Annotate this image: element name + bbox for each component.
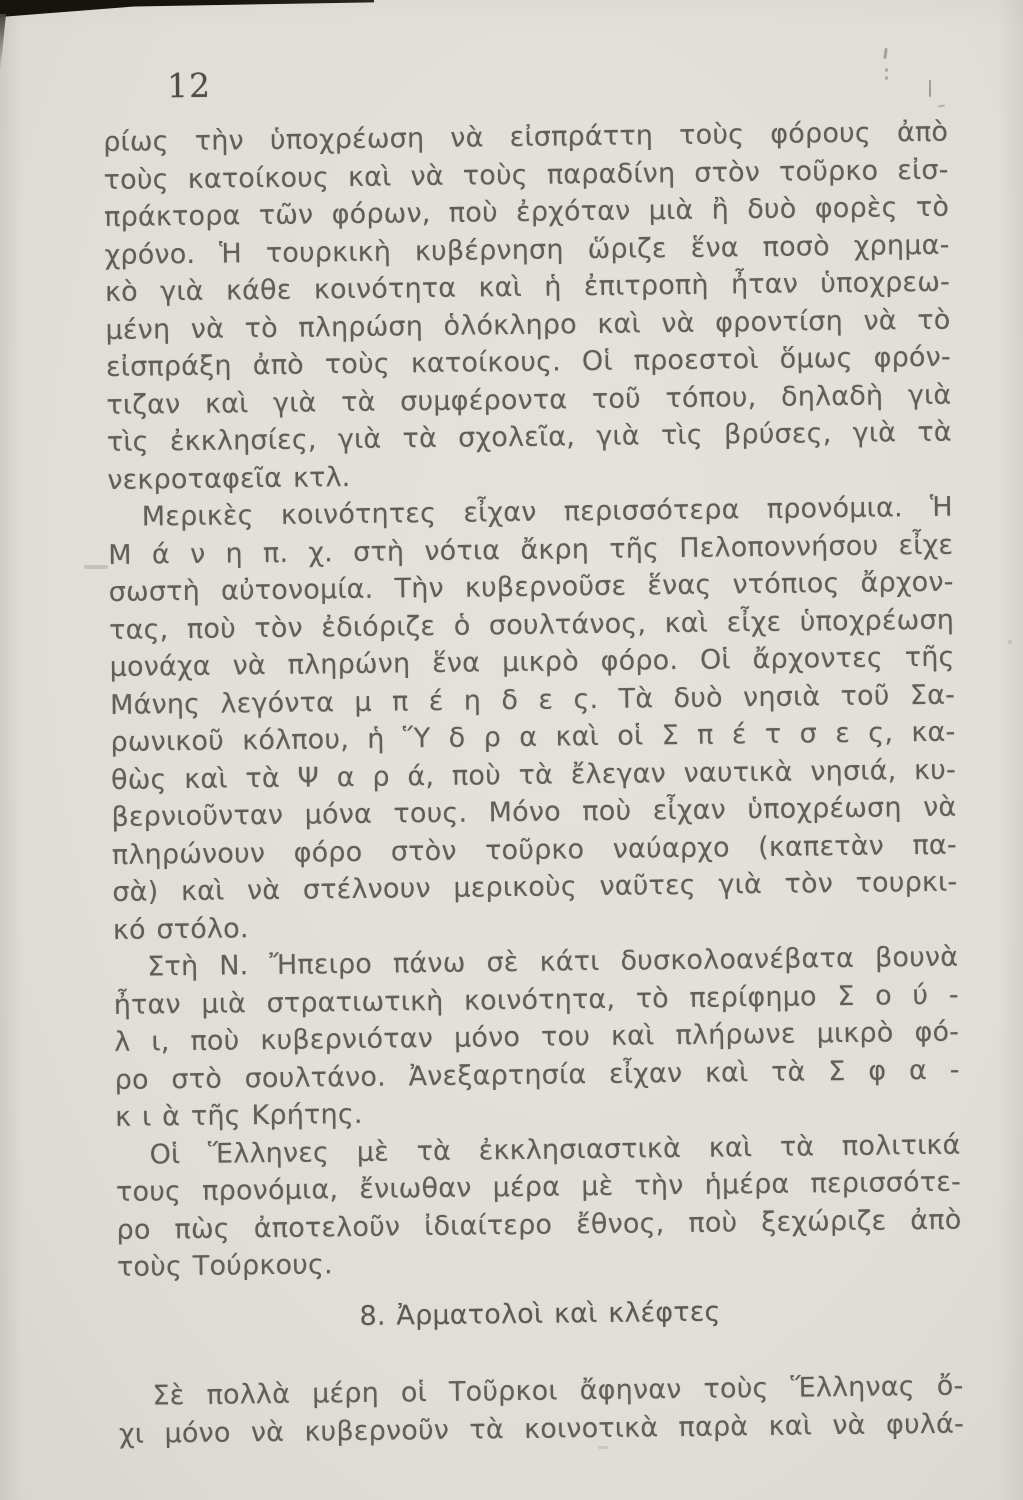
text-line: τας, ποὺ τὸν ἐδιόριζε ὁ σουλτάνος, καὶ εἶχε ὑποχρέωση: [108, 604, 955, 646]
text-line: θὼς καὶ τὰ Ψ α ρ ά, ποὺ τὰ ἔλεγαν ναυτικὰ νησιά, κυ-: [110, 754, 957, 796]
text-line: κὸ γιὰ κάθε κοινότητα καὶ ἡ ἐπιτροπὴ ἦταν ὑποχρεω-: [104, 266, 951, 308]
text-line: τοὺς Τούρκους.: [116, 1249, 334, 1283]
paragraph: [118, 1368, 964, 1453]
text-line: τιζαν καὶ γιὰ τὰ συμφέροντα τοῦ τόπου, δηλαδὴ γιὰ: [106, 379, 952, 421]
text-line: κό στόλο.: [112, 912, 249, 946]
paragraph: [103, 114, 953, 499]
text-line: μένη νὰ τὸ πληρώση ὁλόκληρο καὶ νὰ φροντίση νὰ τὸ: [105, 304, 951, 346]
text-line: χρόνο. Ἡ τουρκικὴ κυβέρνηση ὥριζε ἕνα ποσὸ χρημα-: [104, 229, 950, 271]
text-line: Σὲ πολλὰ μέρη οἱ Τοῦρκοι ἄφηναν τοὺς Ἕλληνας ὄ-: [152, 1370, 964, 1412]
text-line: σωστὴ αὐτονομία. Τὴν κυβερνοῦσε ἕνας ντόπιος ἄρχον-: [108, 566, 954, 608]
text-line: σὰ) καὶ νὰ στέλνουν μερικοὺς ναῦτες γιὰ τὸν τουρκι-: [112, 866, 958, 908]
text-line: Μ ά ν η π. χ. στὴ νότια ἄκρη τῆς Πελοποννήσου εἶχε: [108, 529, 954, 571]
text-line: λ ι, ποὺ κυβερνιόταν μόνο του καὶ πλήρωνε μικρὸ φό-: [114, 1016, 960, 1058]
text-line: ἦταν μιὰ στρατιωτικὴ κοινότητα, τὸ περίφημο Σ ο ύ -: [113, 979, 959, 1021]
scan-speck: [938, 104, 945, 107]
section-heading: 8. Ἀρματολοὶ καὶ κλέφτες: [359, 1296, 721, 1332]
scan-speck: [883, 48, 888, 59]
text-line: Μερικὲς κοινότητες εἶχαν περισσότερα προνόμια. Ἡ: [141, 491, 953, 533]
paragraph: [115, 1126, 962, 1286]
text-line: κ ι ὰ τῆς Κρήτης.: [114, 1098, 363, 1133]
text-line: ρίως τὴν ὑποχρέωση νὰ εἰσπράττη τοὺς φόρους ἀπὸ: [103, 116, 949, 158]
text-line: Μάνης λεγόντα μ π έ η δ ε ς. Τὰ δυὸ νησιὰ τοῦ Σα-: [109, 679, 956, 721]
text-line: τους προνόμια, ἔνιωθαν μέρα μὲ τὴν ἡμέρα περισσότε-: [115, 1166, 962, 1208]
scan-speck: [1008, 640, 1012, 644]
scan-speck: [885, 76, 888, 80]
text-line: εἰσπράξη ἀπὸ τοὺς κατοίκους. Οἱ προεστοὶ ὅμως φρόν-: [105, 341, 952, 383]
text-line: μονάχα νὰ πληρώνη ἕνα μικρὸ φόρο. Οἱ ἄρχοντες τῆς: [109, 641, 955, 683]
text-line: πράκτορα τῶν φόρων, ποὺ ἐρχόταν μιὰ ἢ δυὸ φορὲς τὸ: [103, 191, 950, 233]
scan-edge-artifact: [0, 0, 374, 17]
text-line: βερνιοῦνταν μόνα τους. Μόνο ποὺ εἶχαν ὑποχρέωση νὰ: [111, 791, 957, 833]
text-line: νεκροταφεῖα κτλ.: [107, 461, 351, 496]
text-line: πληρώνουν φόρο στὸν τοῦρκο ναύαρχο (καπετὰν πα-: [111, 829, 958, 871]
paragraph: [113, 939, 960, 1137]
scan-speck: [885, 68, 888, 72]
text-line: ρο στὸ σουλτάνο. Ἀνεξαρτησία εἶχαν καὶ τὰ Σ φ α -: [114, 1054, 960, 1096]
scan-speck: [84, 565, 108, 569]
text-line: Στὴ Ν. Ἤπειρο πάνω σὲ κάτι δυσκολοανέβατα βουνὰ: [147, 941, 959, 983]
text-line: χι μόνο νὰ κυβερνοῦν τὰ κοινοτικὰ παρὰ καὶ νὰ φυλά-: [118, 1408, 965, 1450]
scan-edge-artifact: [0, 14, 6, 74]
scan-speck: [929, 80, 931, 97]
text-line: τὶς ἐκκλησίες, γιὰ τὰ σχολεῖα, γιὰ τὶς βρύσες, γιὰ τὰ: [106, 416, 953, 458]
text-line: ρωνικοῦ κόλπου, ἡ Ὕ δ ρ α καὶ οἱ Σ π έ τ σ ε ς, κα-: [110, 716, 956, 758]
text-line: ρο πὼς ἀποτελοῦν ἰδιαίτερο ἔθνος, ποὺ ξεχώριζε ἀπὸ: [116, 1204, 962, 1246]
body-text: [103, 114, 964, 1453]
text-line: τοὺς κατοίκους καὶ νὰ τοὺς παραδίνη στὸν τοῦρκο εἰσ-: [103, 154, 949, 196]
page-number: 12: [166, 65, 212, 106]
paragraph: [108, 489, 958, 949]
text-line: Οἱ Ἕλληνες μὲ τὰ ἐκκλησιαστικὰ καὶ τὰ πολιτικά: [149, 1129, 961, 1171]
